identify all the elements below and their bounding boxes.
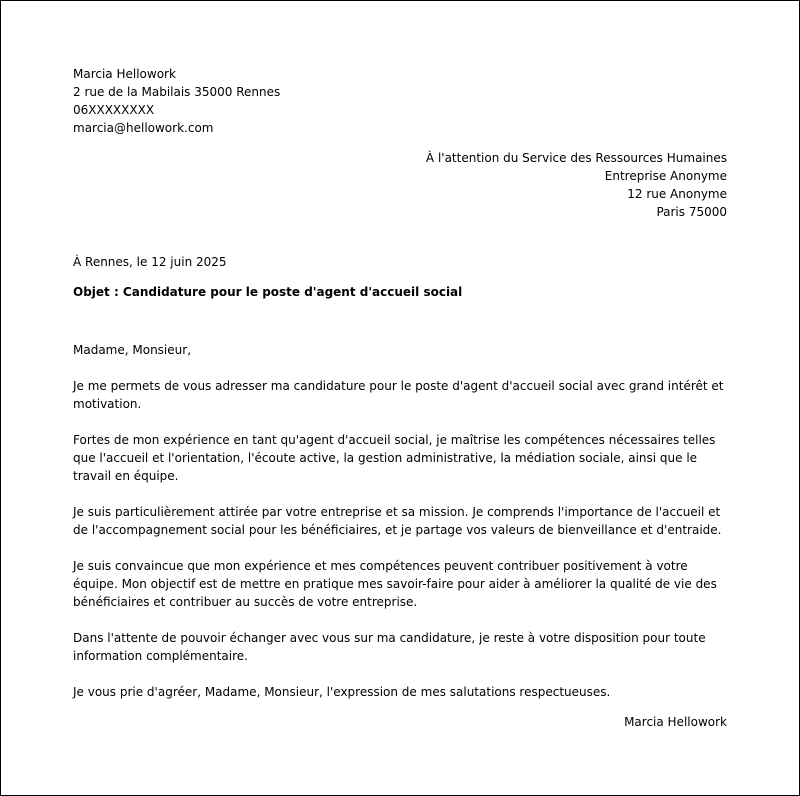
letter-date: À Rennes, le 12 juin 2025 — [73, 255, 227, 269]
sender-phone: 06XXXXXXXX — [73, 103, 155, 117]
closing-paragraph: Je vous prie d'agréer, Madame, Monsieur, l'expression de mes salutations respectueuses. — [73, 685, 611, 699]
body-paragraph: Je suis convaincue que mon expérience et mes compétences peuvent contribuer positivement à votre équipe. Mon objectif est de mettre en pratique mes savoir-faire pour aider à améliorer la qualité de vie des bénéficiaires et contribuer au succès de votre entreprise. — [73, 559, 717, 609]
body-paragraph: Je suis particulièrement attirée par votre entreprise et sa mission. Je comprends l'importance de l'accueil et de l'accompagnement social pour les bénéficiaires, et je partage vos valeurs de bienveillance et d'entraide. — [73, 505, 722, 537]
body-paragraph: Dans l'attente de pouvoir échanger avec vous sur ma candidature, je reste à votre disposition pour toute information complémentaire. — [73, 631, 706, 663]
letter-body — [73, 341, 733, 719]
recipient-attention: À l'attention du Service des Ressources Humaines — [425, 151, 727, 165]
sender-name: Marcia Hellowork — [73, 67, 176, 81]
sender-block — [73, 65, 280, 137]
signature: Marcia Hellowork — [624, 715, 727, 729]
recipient-company: Entreprise Anonyme — [604, 169, 727, 183]
recipient-block — [426, 149, 727, 221]
sender-email: marcia@hellowork.com — [73, 121, 214, 135]
salutation: Madame, Monsieur, — [73, 343, 192, 357]
body-paragraph: Fortes de mon expérience en tant qu'agent d'accueil social, je maîtrise les compétences nécessaires telles que l'accueil et l'orientation, l'écoute active, la gestion administrative, la médiation sociale, ainsi que le travail en équipe. — [73, 433, 716, 483]
recipient-street: 12 rue Anonyme — [627, 187, 727, 201]
sender-address: 2 rue de la Mabilais 35000 Rennes — [73, 85, 281, 99]
recipient-city: Paris 75000 — [656, 205, 727, 219]
letter-subject: Objet : Candidature pour le poste d'agent d'accueil social — [73, 285, 463, 299]
body-paragraph: Je me permets de vous adresser ma candidature pour le poste d'agent d'accueil social avec grand intérêt et motivation. — [73, 379, 724, 411]
